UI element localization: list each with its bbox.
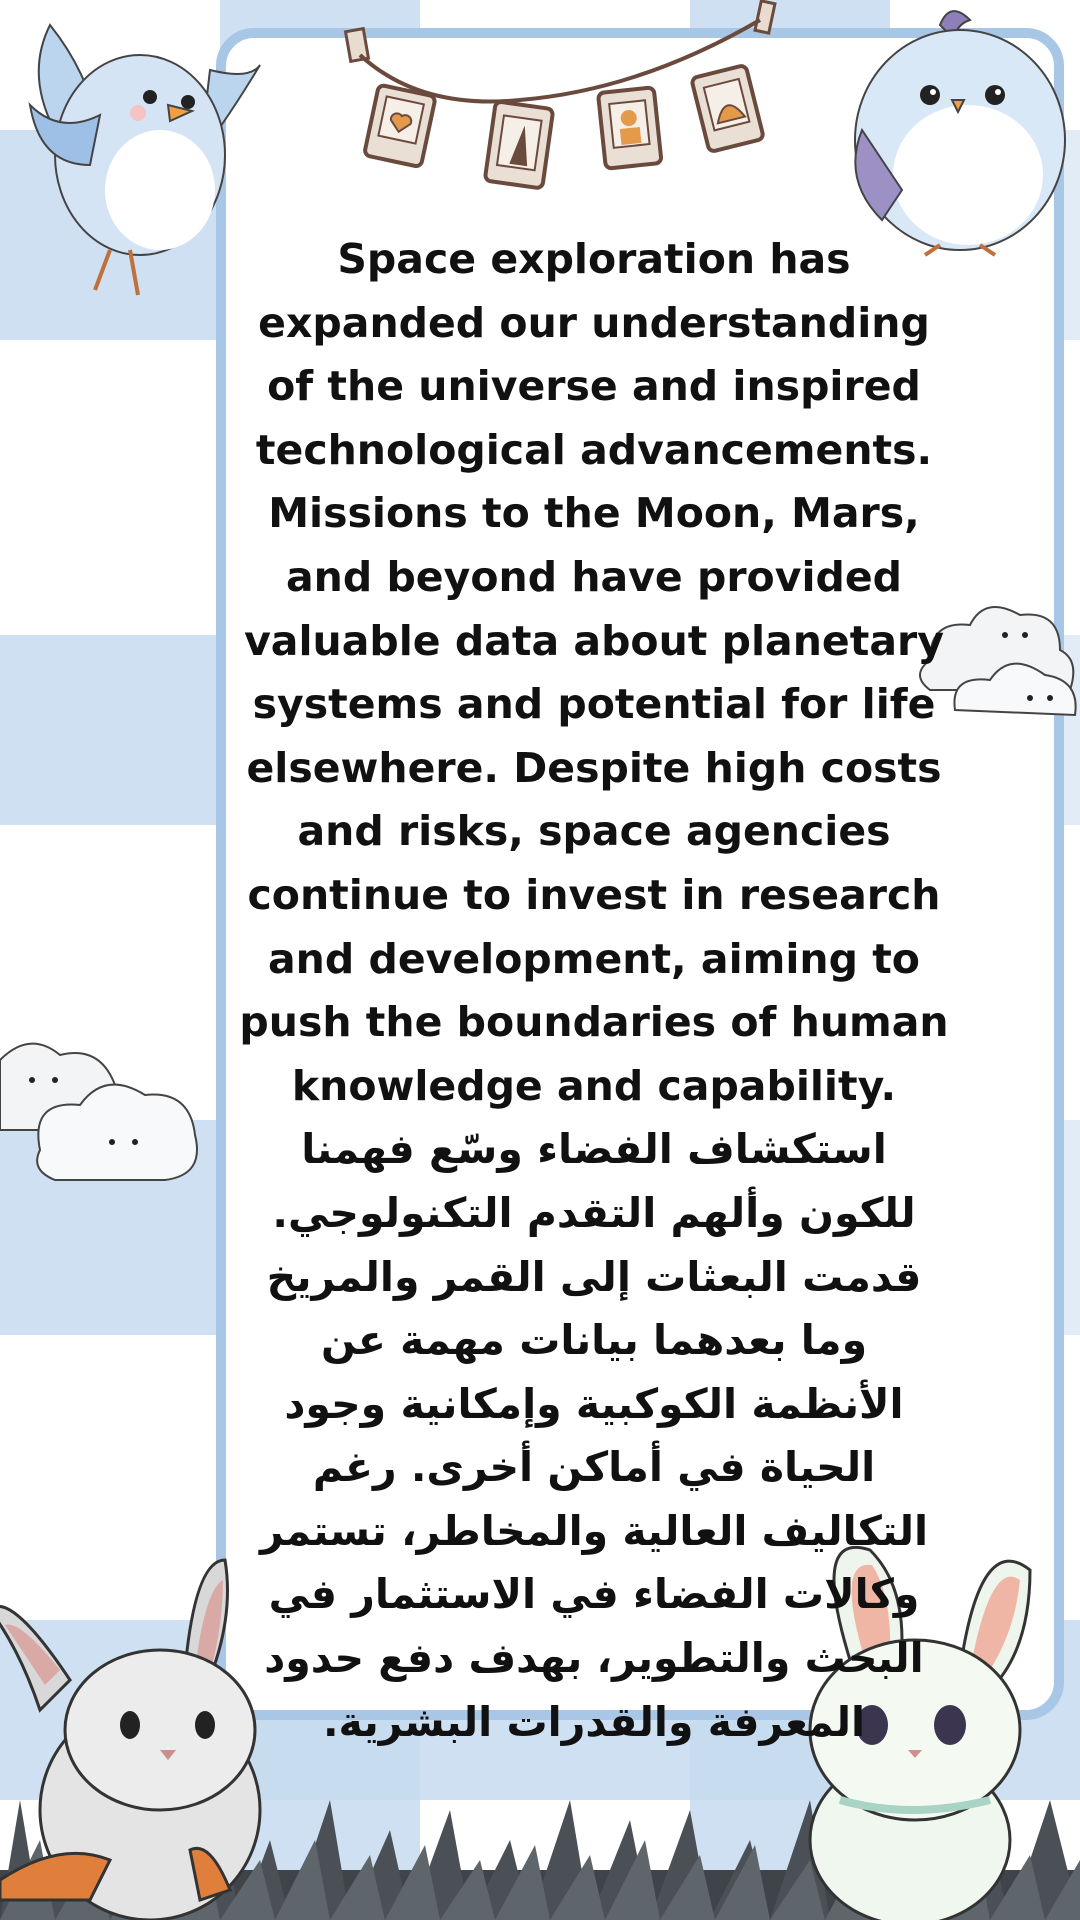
bird-icon [10,5,270,305]
photo-garland-icon [340,0,780,200]
background-band [0,635,220,825]
bilingual-text [238,228,950,1754]
cloud-icon [0,1030,215,1195]
arabic-paragraph: استكشاف الفضاء وسّع فهمنا للكون وألهم التقدم التكنولوجي. قدمت البعثات إلى القمر والمريخ وما بعدهما بيانات مهمة عن الأنظمة الكوكبية وإمكانية وجود الحياة في أماكن أخرى. رغم التكاليف العالية والمخاطر، تستمر وكالات الفضاء في الاستثمار في البحث والتطوير، بهدف دفع حدود المعرفة والقدرات البشرية. [259,1125,929,1746]
english-paragraph: Space exploration has expanded our understanding of the universe and inspired technological advancements. Missions to the Moon, Mars, and beyond have provided valuable data about planetary systems and potential for life elsewhere. Despite high costs and risks, space agencies continue to invest in research and development, aiming to push the boundaries of human knowledge and capability. [239,235,949,1110]
